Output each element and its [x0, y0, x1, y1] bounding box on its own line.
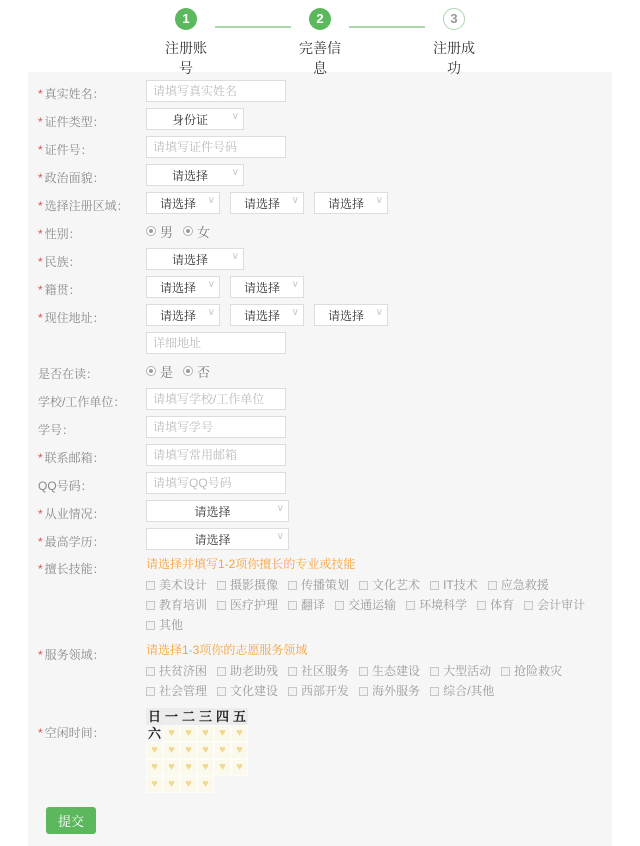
- step-complete-info: [291, 8, 349, 79]
- radio-icon: [146, 366, 156, 376]
- registration-stepper: [0, 0, 640, 77]
- heart-icon[interactable]: ♥: [146, 759, 163, 776]
- field-label: * 从业情况：: [38, 506, 105, 521]
- select-value: 请选择: [243, 308, 280, 323]
- skill-checkbox[interactable]: [406, 596, 467, 615]
- id-type-select[interactable]: [146, 108, 244, 130]
- field-label: 是否在读：: [38, 366, 99, 381]
- ethnicity-select[interactable]: [146, 248, 244, 270]
- radio-icon: [146, 226, 156, 236]
- checkbox-label: 应急救援: [500, 578, 549, 592]
- chevron-down-icon: ∨: [231, 251, 239, 262]
- skill-checkbox[interactable]: [288, 576, 349, 595]
- radio-label: 女: [197, 224, 211, 240]
- submit-button[interactable]: 提交: [46, 807, 96, 834]
- checkbox-icon: [430, 687, 439, 696]
- checkbox-label: 海外服务: [372, 684, 421, 698]
- heart-icon[interactable]: ♥: [180, 742, 197, 759]
- school-input[interactable]: [146, 388, 286, 410]
- service-area-checkbox[interactable]: [430, 662, 491, 681]
- address-select[interactable]: [146, 304, 220, 326]
- region-select[interactable]: [146, 192, 220, 214]
- checkbox-icon: [406, 601, 415, 610]
- heart-icon[interactable]: ♥: [180, 776, 197, 793]
- select-value: 请选择: [159, 308, 196, 323]
- education-select[interactable]: [146, 528, 289, 550]
- checkbox-icon: [217, 687, 226, 696]
- chevron-down-icon: ∨: [276, 503, 284, 514]
- field-label: * 空闲时间：: [38, 726, 105, 740]
- field-row-free-time: [38, 708, 612, 793]
- field-row-student-id: [38, 416, 612, 438]
- step-2-label: 完善信息: [299, 40, 341, 77]
- qq-input[interactable]: [146, 472, 286, 494]
- service-areas-hint: 请选择1-3项你的志愿服务领域: [146, 643, 308, 657]
- heart-icon[interactable]: ♥: [163, 759, 180, 776]
- checkbox-icon: [335, 601, 344, 610]
- service-area-checkbox[interactable]: [359, 662, 420, 681]
- service-area-checkbox[interactable]: [359, 682, 420, 701]
- step-1-label: 注册账号: [165, 40, 207, 77]
- step-1-circle: 1: [175, 8, 197, 30]
- heart-icon[interactable]: ♥: [231, 725, 248, 742]
- chevron-down-icon: ∨: [231, 111, 239, 122]
- service-area-checkbox[interactable]: [146, 662, 207, 681]
- skill-checkbox[interactable]: [217, 596, 278, 615]
- field-label: * 真实姓名：: [38, 86, 105, 101]
- select-value: 请选择: [159, 280, 196, 295]
- checkbox-icon: [146, 687, 155, 696]
- required-asterisk: *: [38, 648, 43, 662]
- checkbox-icon: [477, 601, 486, 610]
- checkbox-icon: [217, 601, 226, 610]
- required-asterisk: *: [38, 450, 43, 465]
- free-time-calendar: [146, 708, 248, 793]
- heart-icon[interactable]: ♥: [214, 759, 231, 776]
- address-select[interactable]: [230, 304, 304, 326]
- skills-hint: 请选择并填写1-2项你擅长的专业或技能: [146, 557, 356, 571]
- heart-icon[interactable]: ♥: [214, 742, 231, 759]
- skill-checkbox[interactable]: [335, 596, 396, 615]
- service-area-checkbox[interactable]: [217, 662, 278, 681]
- service-area-checkbox[interactable]: [217, 682, 278, 701]
- required-asterisk: *: [38, 142, 43, 157]
- service-area-checkbox[interactable]: [501, 662, 562, 681]
- checkbox-label: 文化艺术: [372, 578, 421, 592]
- radio-icon: [183, 226, 193, 236]
- checkbox-label: 摄影摄像: [230, 578, 279, 592]
- field-row-qq: [38, 472, 612, 494]
- step-register-success: [425, 8, 483, 79]
- day-header: 四: [215, 709, 229, 724]
- radio-label: 是: [160, 364, 174, 380]
- skill-checkbox[interactable]: [430, 576, 478, 595]
- checkbox-icon: [288, 601, 297, 610]
- field-label: * 擅长技能：: [38, 562, 105, 576]
- field-label: * 证件号：: [38, 142, 93, 157]
- checkbox-icon: [524, 601, 533, 610]
- field-row-employment: [38, 500, 612, 522]
- checkbox-label: 抢险救灾: [514, 664, 563, 678]
- required-asterisk: *: [38, 114, 43, 129]
- field-label: 学校/工作单位：: [38, 394, 126, 409]
- region-select[interactable]: [314, 192, 388, 214]
- id-number-input[interactable]: [146, 136, 286, 158]
- required-asterisk: *: [38, 310, 43, 325]
- checkbox-icon: [430, 667, 439, 676]
- select-value: 请选择: [159, 196, 196, 211]
- field-row-native-place: [38, 276, 612, 298]
- select-value: 请选择: [194, 532, 231, 547]
- day-header: 一: [164, 709, 178, 724]
- real-name-input[interactable]: [146, 80, 286, 102]
- heart-icon[interactable]: ♥: [197, 759, 214, 776]
- field-row-studying: [38, 360, 612, 382]
- field-label: * 证件类型：: [38, 114, 105, 129]
- heart-icon[interactable]: ♥: [146, 742, 163, 759]
- employment-select[interactable]: [146, 500, 289, 522]
- region-select[interactable]: [230, 192, 304, 214]
- field-row-address-detail: [38, 332, 612, 354]
- heart-icon[interactable]: ♥: [163, 776, 180, 793]
- field-label-empty: [38, 341, 146, 345]
- field-row-school: [38, 388, 612, 410]
- checkbox-label: 大型活动: [443, 664, 492, 678]
- checkbox-label: 社区服务: [301, 664, 350, 678]
- skill-checkbox[interactable]: [288, 596, 325, 615]
- checkbox-icon: [146, 667, 155, 676]
- skill-checkbox[interactable]: [146, 616, 183, 635]
- skill-checkbox[interactable]: [146, 576, 207, 595]
- heart-icon[interactable]: ♥: [231, 759, 248, 776]
- checkbox-label: 美术设计: [159, 578, 208, 592]
- checkbox-icon: [288, 581, 297, 590]
- checkbox-label: 教育培训: [159, 598, 208, 612]
- skill-checkbox[interactable]: [524, 596, 585, 615]
- select-value: 请选择: [327, 308, 364, 323]
- chevron-down-icon: ∨: [207, 195, 215, 206]
- skill-checkbox[interactable]: [146, 596, 207, 615]
- checkbox-icon: [288, 667, 297, 676]
- required-asterisk: *: [38, 726, 43, 740]
- checkbox-label: 综合/其他: [443, 684, 495, 698]
- field-label: * 政治面貌：: [38, 170, 105, 185]
- field-row-education: [38, 528, 612, 550]
- field-row-ethnicity: [38, 248, 612, 270]
- radio-label: 否: [197, 364, 211, 380]
- checkbox-label: 社会管理: [159, 684, 208, 698]
- student-id-input[interactable]: [146, 416, 286, 438]
- checkbox-icon: [488, 581, 497, 590]
- checkbox-label: IT技术: [443, 578, 478, 592]
- field-row-region: [38, 192, 612, 214]
- checkbox-icon: [217, 581, 226, 590]
- studying-radio[interactable]: [183, 362, 210, 381]
- checkbox-label: 医疗护理: [230, 598, 279, 612]
- checkbox-icon: [146, 601, 155, 610]
- step-register-account: [157, 8, 215, 79]
- checkbox-label: 会计审计: [537, 598, 586, 612]
- heart-icon[interactable]: ♥: [146, 776, 163, 793]
- political-status-select[interactable]: [146, 164, 244, 186]
- day-header: 二: [181, 709, 195, 724]
- step-3-circle: 3: [443, 8, 465, 30]
- field-row-email: [38, 444, 612, 466]
- field-label: * 现住地址：: [38, 310, 105, 325]
- checkbox-icon: [359, 667, 368, 676]
- field-row-gender: [38, 220, 612, 242]
- chevron-down-icon: ∨: [375, 307, 383, 318]
- day-header: 三: [198, 709, 212, 724]
- required-asterisk: *: [38, 86, 43, 101]
- required-asterisk: *: [38, 226, 43, 241]
- step-2-circle: 2: [309, 8, 331, 30]
- field-row-id-number: [38, 136, 612, 158]
- select-value: 请选择: [243, 280, 280, 295]
- day-header: 五: [232, 709, 246, 724]
- address-select[interactable]: [314, 304, 388, 326]
- email-input[interactable]: [146, 444, 286, 466]
- checkbox-label: 生态建设: [372, 664, 421, 678]
- checkbox-label: 环境科学: [419, 598, 468, 612]
- checkbox-label: 西部开发: [301, 684, 350, 698]
- studying-radio[interactable]: [146, 362, 173, 381]
- chevron-down-icon: ∨: [291, 195, 299, 206]
- checkbox-icon: [501, 667, 510, 676]
- field-label: * 服务领域：: [38, 648, 105, 662]
- registration-form: [28, 72, 612, 846]
- native-place-select[interactable]: [146, 276, 220, 298]
- field-label: 学号：: [38, 422, 75, 437]
- field-label: * 选择注册区域：: [38, 198, 129, 213]
- chevron-down-icon: ∨: [291, 307, 299, 318]
- heart-icon[interactable]: ♥: [197, 725, 214, 742]
- heart-icon[interactable]: ♥: [231, 742, 248, 759]
- checkbox-icon: [288, 687, 297, 696]
- field-label: * 性别：: [38, 226, 81, 241]
- skill-checkbox[interactable]: [217, 576, 278, 595]
- required-asterisk: *: [38, 254, 43, 269]
- chevron-down-icon: ∨: [375, 195, 383, 206]
- heart-icon[interactable]: ♥: [214, 725, 231, 742]
- select-value: 请选择: [327, 196, 364, 211]
- required-asterisk: *: [38, 198, 43, 213]
- step-connector-line: [215, 26, 291, 28]
- field-row-service-areas: [38, 642, 612, 702]
- checkbox-icon: [430, 581, 439, 590]
- service-area-checkbox[interactable]: [288, 662, 349, 681]
- service-area-checkbox[interactable]: [146, 682, 207, 701]
- service-area-checkbox[interactable]: [430, 682, 494, 701]
- checkbox-icon: [359, 581, 368, 590]
- required-asterisk: *: [38, 506, 43, 521]
- field-row-skills: [38, 556, 612, 636]
- chevron-down-icon: ∨: [207, 279, 215, 290]
- address-detail-input[interactable]: [146, 332, 286, 354]
- heart-icon[interactable]: ♥: [197, 742, 214, 759]
- native-place-select[interactable]: [230, 276, 304, 298]
- heart-icon[interactable]: ♥: [180, 759, 197, 776]
- select-value: 身份证: [171, 112, 208, 127]
- field-row-id-type: [38, 108, 612, 130]
- field-label: QQ号码：: [38, 478, 93, 493]
- skill-checkbox[interactable]: [477, 596, 514, 615]
- heart-icon[interactable]: ♥: [163, 725, 180, 742]
- step-3-label: 注册成功: [433, 40, 475, 77]
- select-value: 请选择: [171, 168, 208, 183]
- checkbox-label: 文化建设: [230, 684, 279, 698]
- day-header: 六: [147, 726, 161, 741]
- heart-icon[interactable]: ♥: [180, 725, 197, 742]
- radio-label: 男: [160, 224, 174, 240]
- checkbox-label: 传播策划: [301, 578, 350, 592]
- checkbox-icon: [146, 581, 155, 590]
- checkbox-icon: [359, 687, 368, 696]
- checkbox-label: 翻译: [301, 598, 326, 612]
- select-value: 请选择: [171, 252, 208, 267]
- gender-radio[interactable]: [183, 222, 210, 241]
- field-row-real-name: [38, 80, 612, 102]
- field-label: * 联系邮箱：: [38, 450, 105, 465]
- checkbox-icon: [217, 667, 226, 676]
- select-value: 请选择: [194, 504, 231, 519]
- chevron-down-icon: ∨: [291, 279, 299, 290]
- required-asterisk: *: [38, 170, 43, 185]
- heart-icon[interactable]: ♥: [163, 742, 180, 759]
- checkbox-label: 交通运输: [348, 598, 397, 612]
- step-connector-line: [349, 26, 425, 28]
- checkbox-icon: [146, 621, 155, 630]
- radio-icon: [183, 366, 193, 376]
- field-label: * 籍贯：: [38, 282, 81, 297]
- heart-icon[interactable]: ♥: [197, 776, 214, 793]
- field-label: * 最高学历：: [38, 534, 105, 549]
- required-asterisk: *: [38, 282, 43, 297]
- field-row-address: [38, 304, 612, 326]
- required-asterisk: *: [38, 562, 43, 576]
- skill-checkbox[interactable]: [359, 576, 420, 595]
- service-area-checkbox[interactable]: [288, 682, 349, 701]
- gender-radio[interactable]: [146, 222, 173, 241]
- skill-checkbox[interactable]: [488, 576, 549, 595]
- checkbox-label: 其他: [159, 618, 184, 632]
- chevron-down-icon: ∨: [207, 307, 215, 318]
- required-asterisk: *: [38, 534, 43, 549]
- select-value: 请选择: [243, 196, 280, 211]
- checkbox-label: 扶贫济困: [159, 664, 208, 678]
- checkbox-label: 体育: [490, 598, 515, 612]
- chevron-down-icon: ∨: [231, 167, 239, 178]
- field-label: * 民族：: [38, 254, 81, 269]
- chevron-down-icon: ∨: [276, 531, 284, 542]
- checkbox-label: 助老助残: [230, 664, 279, 678]
- day-header: 日: [147, 709, 161, 724]
- field-row-political: [38, 164, 612, 186]
